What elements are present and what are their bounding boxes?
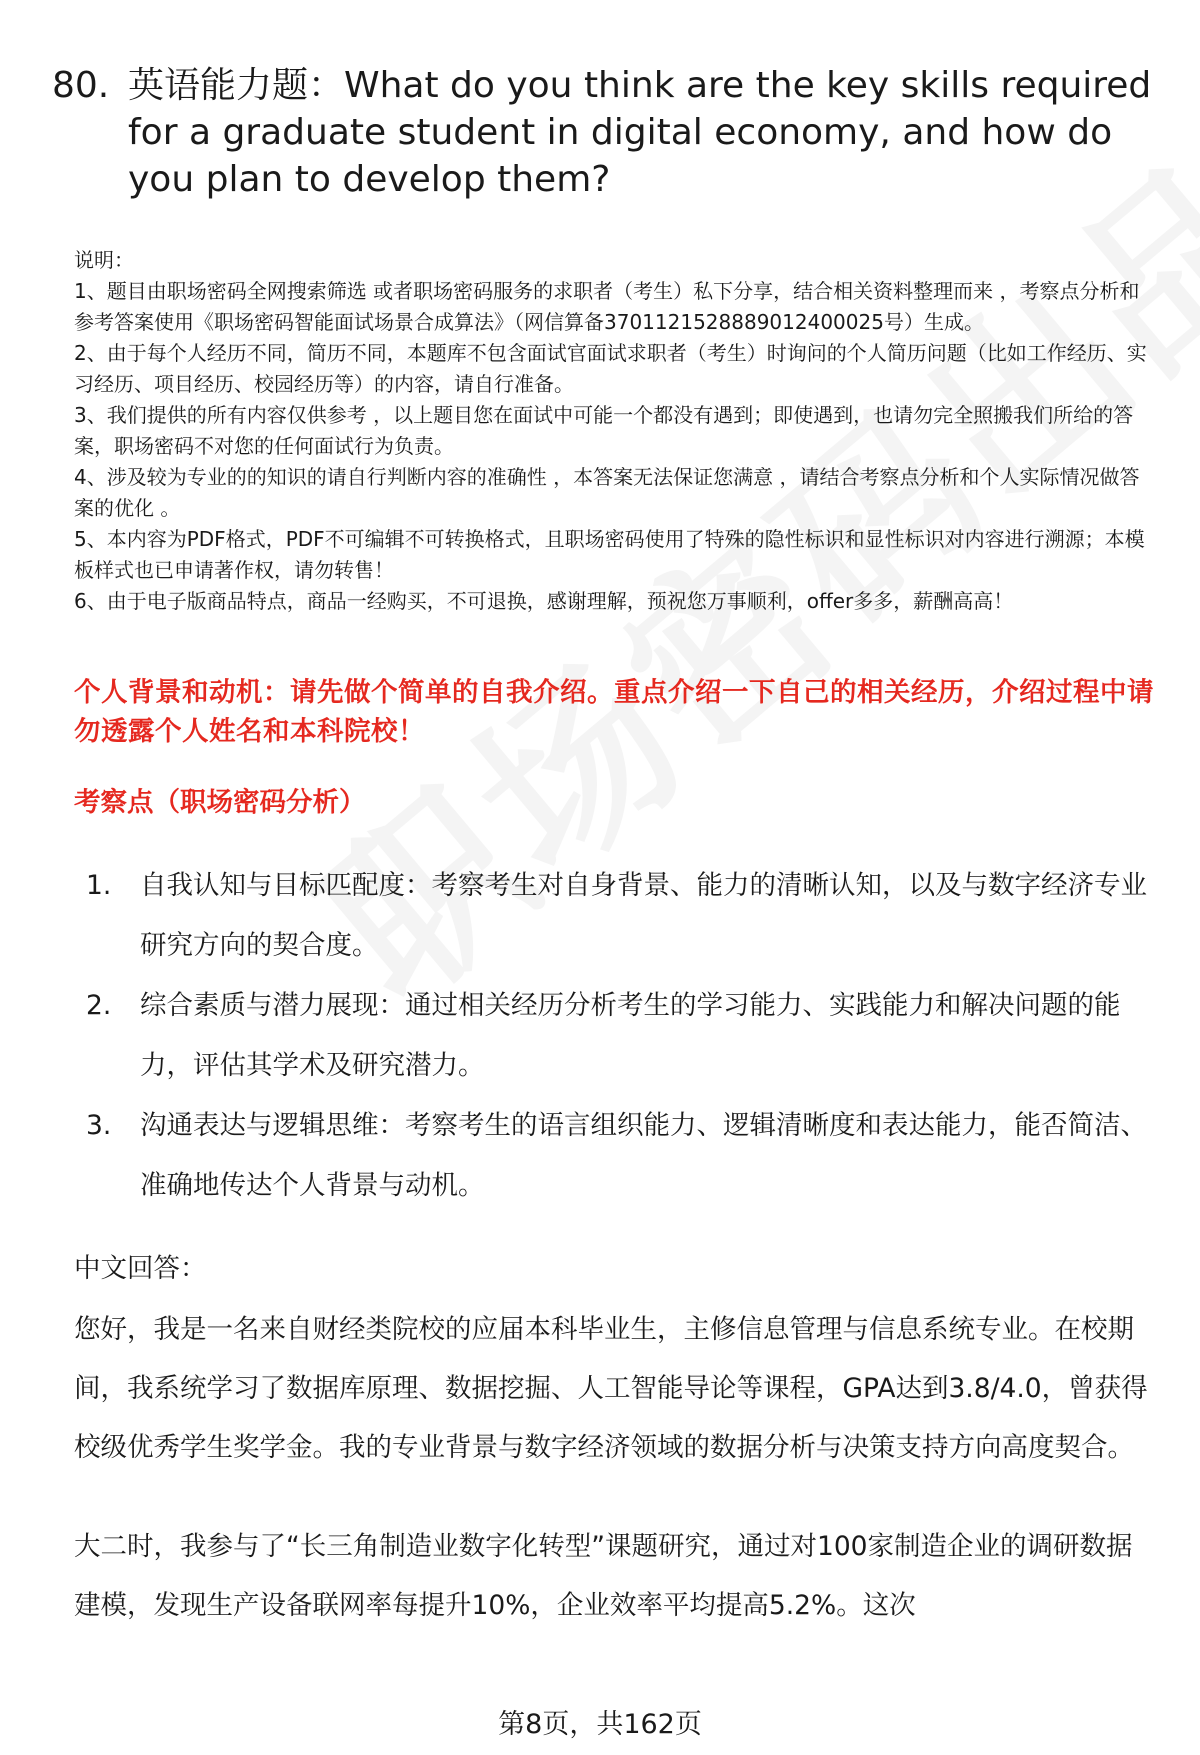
point-number: 1. — [86, 870, 112, 901]
note-item: 6、由于电子版商品特点，商品一经购买，不可退换，感谢理解，预祝您万事顺利，offer多多，薪酬高高！ — [74, 589, 1014, 613]
analysis-point — [74, 856, 1154, 976]
analysis-point — [74, 976, 1154, 1096]
note-item: 4、涉及较为专业的的知识的请自行判断内容的准确性 ，本答案无法保证您满意 ，请结合考察点分析和个人实际情况做答案的优化 。 — [74, 465, 1140, 520]
notes-section — [74, 245, 1154, 617]
answer-label: 中文回答： — [74, 1253, 207, 1284]
question-text: 英语能力题：What do you think are the key skills required for a graduate student in digital economy, and how do you plan to develop them? — [128, 65, 1152, 200]
background-heading: 个人背景和动机：请先做个简单的自我介绍。重点介绍一下自己的相关经历，介绍过程中请勿透露个人姓名和本科院校！ — [74, 677, 1154, 747]
answer-paragraph: 大二时，我参与了“长三角制造业数字化转型”课题研究，通过对100家制造企业的调研数据建模，发现生产设备联网率每提升10%，企业效率平均提高5.2%。这次 — [74, 1531, 1133, 1621]
point-number: 3. — [86, 1110, 112, 1141]
question — [52, 62, 1152, 203]
note-item: 5、本内容为PDF格式，PDF不可编辑不可转换格式，且职场密码使用了特殊的隐性标识和显性标识对内容进行溯源；本模板样式也已申请著作权，请勿转售！ — [74, 527, 1145, 582]
point-text: 综合素质与潜力展现：通过相关经历分析考生的学习能力、实践能力和解决问题的能力，评估其学术及研究潜力。 — [140, 990, 1121, 1081]
point-text: 沟通表达与逻辑思维：考察考生的语言组织能力、逻辑清晰度和表达能力，能否简洁、准确地传达个人背景与动机。 — [140, 1110, 1147, 1201]
point-text: 自我认知与目标匹配度：考察考生对自身背景、能力的清晰认知，以及与数字经济专业研究方向的契合度。 — [140, 870, 1147, 961]
note-item: 3、我们提供的所有内容仅供参考 ，以上题目您在面试中可能一个都没有遇到；即使遇到，也请勿完全照搬我们所给的答案，职场密码不对您的任何面试行为负责。 — [74, 403, 1134, 458]
notes-title: 说明： — [74, 248, 134, 272]
question-number: 80. — [52, 65, 110, 106]
answer-body — [74, 1300, 1159, 1635]
answer-paragraph: 您好，我是一名来自财经类院校的应届本科毕业生，主修信息管理与信息系统专业。在校期间，我系统学习了数据库原理、数据挖掘、人工智能导论等课程，GPA达到3.8/4.0，曾获得校级优秀学生奖学金。我的专业背景与数字经济领域的数据分析与决策支持方向高度契合。 — [74, 1314, 1148, 1463]
analysis-title: 考察点（职场密码分析） — [74, 787, 366, 818]
note-item: 2、由于每个人经历不同，简历不同，本题库不包含面试官面试求职者（考生）时询问的个人简历问题（比如工作经历、实习经历、项目经历、校园经历等）的内容，请自行准备。 — [74, 341, 1147, 396]
analysis-points — [74, 856, 1154, 1216]
analysis-point — [74, 1096, 1154, 1216]
note-item: 1、题目由职场密码全网搜索筛选 或者职场密码服务的求职者（考生）私下分享，结合相关资料整理而来 ，考察点分析和参考答案使用《职场密码智能面试场景合成算法》（网信算备3701121528889012400025号）生成。 — [74, 279, 1140, 334]
point-number: 2. — [86, 990, 112, 1021]
page-footer: 第8页，共162页 — [498, 1709, 702, 1740]
